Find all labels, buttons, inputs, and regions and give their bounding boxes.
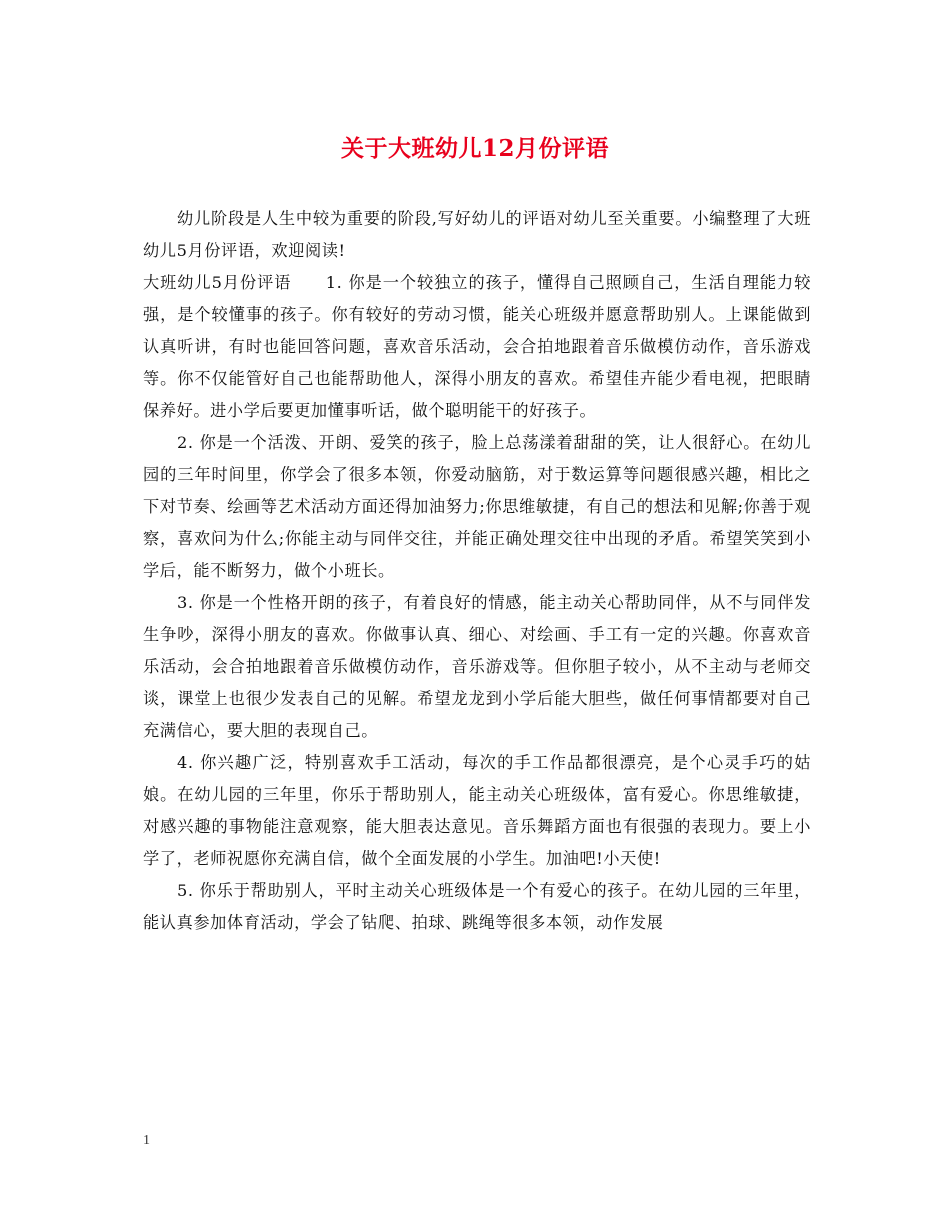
paragraph-1: 大班幼儿5月份评语 1. 你是一个较独立的孩子，懂得自己照顾自己，生活自理能力较强，是个较懂事的孩子。你有较好的劳动习惯，能关心班级并愿意帮助别人。上课能做到认真听讲，有时也能回答问题，喜欢音乐活动，会合拍地跟着音乐做模仿动作，音乐游戏等。你不仅能管好自己也能帮助他人，深得小朋友的喜欢。希望佳卉能少看电视，把眼睛保养好。进小学后要更加懂事听话，做个聪明能干的好孩子。 [143,273,811,420]
paragraph-3: 3. 你是一个性格开朗的孩子，有着良好的情感，能主动关心帮助同伴，从不与同伴发生争吵，深得小朋友的喜欢。你做事认真、细心、对绘画、手工有一定的兴趣。你喜欢音乐活动，会合拍地跟着音乐做模仿动作，音乐游戏等。但你胆子较小，从不主动与老师交谈，课堂上也很少发表自己的见解。希望龙龙到小学后能大胆些，做任何事情都要对自己充满信心，要大胆的表现自己。 [143,593,811,740]
paragraph-5: 5. 你乐于帮助别人，平时主动关心班级体是一个有爱心的孩子。在幼儿园的三年里，能认真参加体育活动，学会了钻爬、拍球、跳绳等很多本领，动作发展 [143,881,811,932]
document-title: 关于大班幼儿12月份评语 [340,135,609,162]
paragraph-4: 4. 你兴趣广泛，特别喜欢手工活动，每次的手工作品都很漂亮，是个心灵手巧的姑娘。在幼儿园的三年里，你乐于帮助别人，能主动关心班级体，富有爱心。你思维敏捷，对感兴趣的事物能注意观察，能大胆表达意见。音乐舞蹈方面也有很强的表现力。要上小学了，老师祝愿你充满自信，做个全面发展的小学生。加油吧!小天使! [143,753,811,868]
document-body [143,203,811,939]
page-number: 1 [143,1133,150,1148]
intro-paragraph: 幼儿阶段是人生中较为重要的阶段,写好幼儿的评语对幼儿至关重要。小编整理了大班幼儿5月份评语，欢迎阅读! [143,209,811,260]
paragraph-2: 2. 你是一个活泼、开朗、爱笑的孩子，脸上总荡漾着甜甜的笑，让人很舒心。在幼儿园的三年时间里，你学会了很多本领，你爱动脑筋，对于数运算等问题很感兴趣，相比之下对节奏、绘画等艺术活动方面还得加油努力;你思维敏捷，有自己的想法和见解;你善于观察，喜欢问为什么;你能主动与同伴交往，并能正确处理交往中出现的矛盾。希望笑笑到小学后，能不断努力，做个小班长。 [143,433,811,580]
